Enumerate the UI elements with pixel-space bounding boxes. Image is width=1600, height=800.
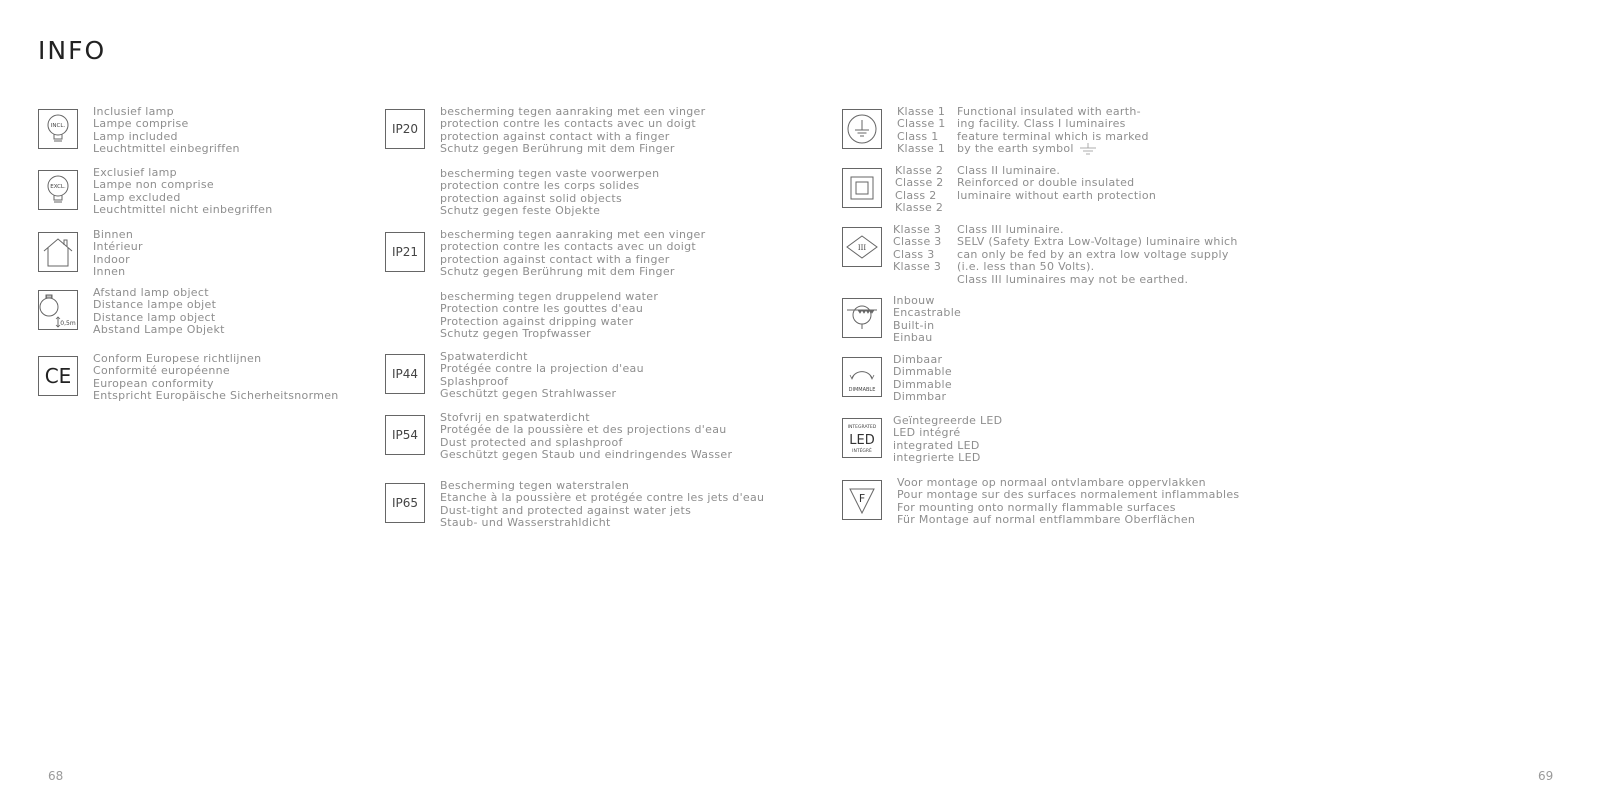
text-line: Spatwaterdicht <box>440 350 528 363</box>
text-line: integrierte LED <box>893 451 981 465</box>
text-line: protection against contact with a finger <box>440 129 670 143</box>
text-line: Lampe non comprise <box>93 178 214 192</box>
ip21-badge: IP21 <box>385 232 425 272</box>
text-line: protection contre les corps solides <box>440 179 640 193</box>
text-line: Protégée contre la projection d'eau <box>440 362 644 376</box>
text-line: Entspricht Europäische Sicherheitsnormen <box>93 389 339 403</box>
text-line: For mounting onto normally flammable surfaces <box>897 500 1176 514</box>
text-line: Dust-tight and protected against water jets <box>440 503 692 517</box>
text-line: Class III luminaire. <box>957 223 1064 236</box>
svg-text:EXCL.: EXCL. <box>50 184 66 190</box>
text-line: bescherming tegen vaste voorwerpen <box>440 167 660 180</box>
text-line: protection against contact with a finger <box>440 252 670 266</box>
ip20-badge: IP20 <box>385 109 425 149</box>
text-line: Encastrable <box>893 306 962 320</box>
text-line: Protection contre les gouttes d'eau <box>440 302 644 316</box>
class-label: Classe 2 <box>895 176 944 190</box>
lamp-distance-icon <box>38 290 78 330</box>
svg-text:0,5m: 0,5m <box>60 320 76 327</box>
svg-text:INCL.: INCL. <box>50 123 66 129</box>
class-label: Klasse 3 <box>893 223 942 236</box>
earth-symbol-icon <box>842 109 882 149</box>
text-line: Reinforced or double insulated <box>957 176 1135 190</box>
class-iii-icon <box>842 227 882 267</box>
text-line: Protégée de la poussière et des projections d'eau <box>440 423 727 437</box>
text-line: bescherming tegen aanraking met een vinger <box>440 228 706 241</box>
text-line: Inclusief lamp <box>93 105 174 118</box>
text-line: Etanche à la poussière et protégée contre les jets d'eau <box>440 491 765 505</box>
text-line: (i.e. less than 50 Volts). <box>957 260 1095 274</box>
class-label: Classe 1 <box>897 117 946 131</box>
text-line: Intérieur <box>93 240 143 254</box>
text-line: Geschützt gegen Strahlwasser <box>440 387 617 401</box>
text-line: Leuchtmittel einbegriffen <box>93 142 240 156</box>
svg-text:F: F <box>858 492 866 505</box>
text-line: Dimmable <box>893 365 952 379</box>
page-number-right: 69 <box>1538 769 1554 783</box>
class-label: Class 3 <box>893 247 935 261</box>
text-line: Bescherming tegen waterstralen <box>440 479 630 492</box>
text-line: Lampe comprise <box>93 117 189 131</box>
text-line: bescherming tegen aanraking met een vinger <box>440 105 706 118</box>
lamp-excluded-icon <box>38 170 78 210</box>
text-line: Pour montage sur des surfaces normalement inflammables <box>897 488 1240 502</box>
lamp-included-icon <box>38 109 78 149</box>
text-line: Inbouw <box>893 294 935 307</box>
text-line: Für Montage auf normal entflammbare Oberflächen <box>897 513 1196 527</box>
text-line: Innen <box>93 265 126 279</box>
text-line: Class II luminaire. <box>957 164 1061 177</box>
svg-text:LED: LED <box>849 433 875 448</box>
text-line: Class III luminaires may not be earthed. <box>957 272 1189 286</box>
svg-text:III: III <box>857 244 867 252</box>
text-line: Functional insulated with earth- <box>957 105 1141 118</box>
text-line: Dimmbar <box>893 390 947 404</box>
text-line: Staub- und Wasserstrahldicht <box>440 516 611 530</box>
text-line: Conformité européenne <box>93 364 230 378</box>
page-title: INFO <box>38 36 107 65</box>
text-line: Splashproof <box>440 374 509 388</box>
text-line: Geschützt gegen Staub und eindringendes Wasser <box>440 448 733 462</box>
flammable-surface-icon <box>842 480 882 520</box>
built-in-icon <box>842 298 882 338</box>
text-line: Indoor <box>93 252 130 266</box>
text-line: Distance lampe objet <box>93 298 217 312</box>
double-insulated-icon <box>842 168 882 208</box>
class-label: Klasse 3 <box>893 260 942 274</box>
ip54-badge: IP54 <box>385 415 425 455</box>
text-line: Lamp excluded <box>93 190 181 204</box>
text-line-part: by the earth symbol <box>957 142 1074 156</box>
text-line: protection contre les contacts avec un doigt <box>440 117 697 131</box>
class-label: Class 1 <box>897 129 939 143</box>
text-line: Schutz gegen Tropfwasser <box>440 327 591 341</box>
text-line: Protection against dripping water <box>440 314 634 328</box>
integrated-led-icon <box>842 418 882 458</box>
page-number-left: 68 <box>48 769 64 783</box>
class-label: Klasse 1 <box>897 142 946 156</box>
text-line: integrated LED <box>893 438 980 452</box>
text-line: Schutz gegen feste Objekte <box>440 204 601 218</box>
text-line: Exclusief lamp <box>93 166 177 179</box>
text-line <box>957 143 1149 155</box>
earth-symbol-inline-icon <box>1078 143 1098 155</box>
text-line: Dimmable <box>893 377 952 391</box>
text-line: ing facility. Class I luminaires <box>957 117 1126 131</box>
house-icon <box>38 232 78 272</box>
text-line: European conformity <box>93 376 214 390</box>
class-label: Klasse 1 <box>897 105 946 118</box>
text-line: Conform Europese richtlijnen <box>93 352 262 365</box>
text-line: SELV (Safety Extra Low-Voltage) luminaire which <box>957 235 1238 249</box>
text-line: Afstand lamp object <box>93 286 209 299</box>
class-label: Classe 3 <box>893 235 942 249</box>
ip44-badge: IP44 <box>385 354 425 394</box>
ce-mark-icon: CE <box>38 356 78 396</box>
text-line: protection against solid objects <box>440 191 623 205</box>
text-line: bescherming tegen druppelend water <box>440 290 659 303</box>
text-line: Lamp included <box>93 129 178 143</box>
text-line: Voor montage op normaal ontvlambare oppervlakken <box>897 476 1206 489</box>
text-line: Dimbaar <box>893 353 943 366</box>
text-line: can only be fed by an extra low voltage supply <box>957 247 1229 261</box>
dimmable-icon <box>842 357 882 397</box>
svg-text:INTÉGRÉ: INTÉGRÉ <box>852 449 872 454</box>
text-line: protection contre les contacts avec un doigt <box>440 240 697 254</box>
svg-text:INTEGRATED: INTEGRATED <box>847 425 877 430</box>
text-line: feature terminal which is marked <box>957 129 1149 143</box>
text-line: Abstand Lampe Objekt <box>93 323 225 337</box>
text-line: Binnen <box>93 228 134 241</box>
text-line: Stofvrij en spatwaterdicht <box>440 411 590 424</box>
text-line: Dust protected and splashproof <box>440 435 623 449</box>
svg-text:DIMMABLE: DIMMABLE <box>848 387 876 393</box>
class-label: Klasse 2 <box>895 201 944 215</box>
text-line: Distance lamp object <box>93 310 216 324</box>
text-line: Schutz gegen Berührung mit dem Finger <box>440 265 675 279</box>
text-line: Schutz gegen Berührung mit dem Finger <box>440 142 675 156</box>
text-line: Geïntegreerde LED <box>893 414 1003 427</box>
text-line: LED intégré <box>893 426 961 440</box>
text-line: Einbau <box>893 331 933 345</box>
ip65-badge: IP65 <box>385 483 425 523</box>
text-line: Built-in <box>893 318 935 332</box>
text-line: Leuchtmittel nicht einbegriffen <box>93 203 273 217</box>
class-label: Class 2 <box>895 188 937 202</box>
class-label: Klasse 2 <box>895 164 944 177</box>
text-line: luminaire without earth protection <box>957 188 1157 202</box>
